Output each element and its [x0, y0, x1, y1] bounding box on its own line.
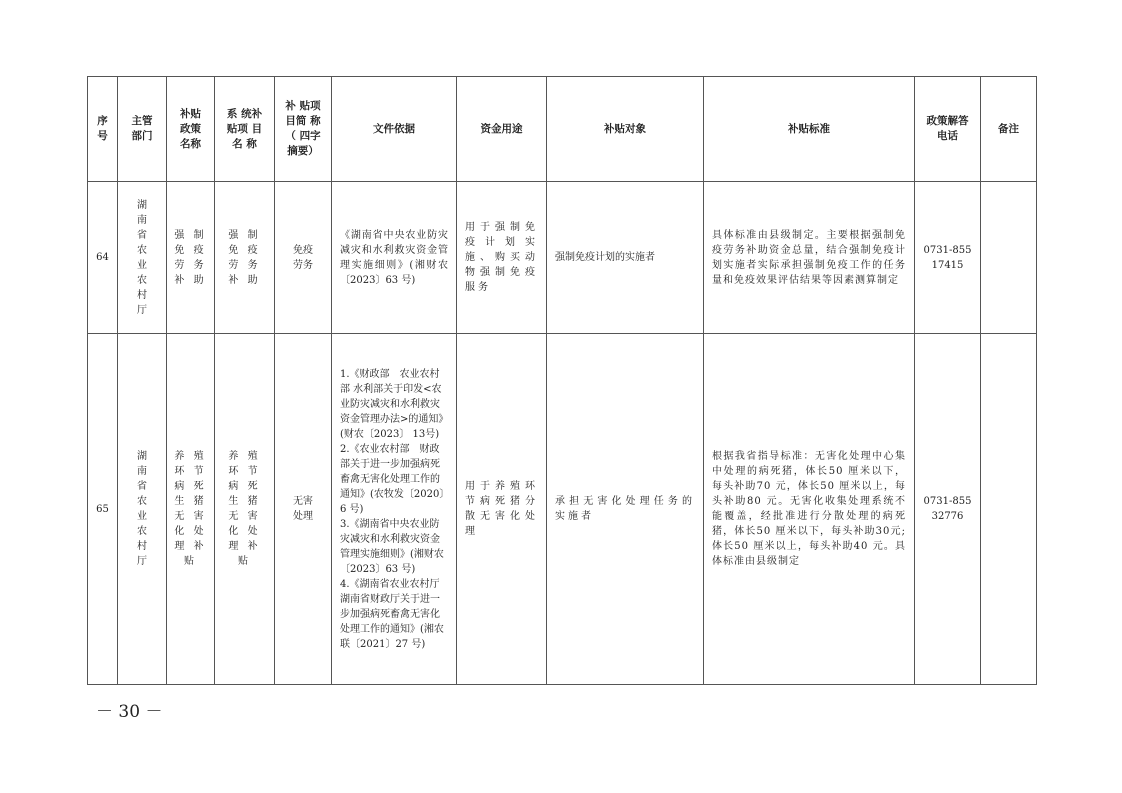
header-note: 备注 — [981, 77, 1037, 182]
table-header-row — [88, 77, 1037, 182]
cell-target: 强制免疫计划的实施者 — [547, 182, 704, 334]
cell-usage: 用于养殖环节病死猪分散无害化处理 — [457, 334, 547, 685]
cell-item-abbr: 免疫劳务 — [275, 182, 332, 334]
cell-usage: 用于强制免疫计划实施、购买动物强制免疫服务 — [457, 182, 547, 334]
cell-seq: 65 — [88, 334, 118, 685]
cell-seq: 64 — [88, 182, 118, 334]
cell-policy-name: 强 制免 疫劳 务补 助 — [167, 182, 215, 334]
cell-system-item-name: 养 殖环 节病 死生 猪无 害化 处理 补贴 — [215, 334, 275, 685]
cell-note — [981, 334, 1037, 685]
header-basis: 文件依据 — [332, 77, 457, 182]
table-row — [88, 334, 1037, 685]
cell-target: 承担无害化处理任务的实施者 — [547, 334, 704, 685]
cell-dept: 湖南省农业农村厅 — [118, 182, 167, 334]
cell-standard: 具体标准由县级制定。主要根据强制免疫劳务补助资金总量，结合强制免疫计划实施者实际承担强制免疫工作的任务量和免疫效果评估结果等因素测算制定 — [704, 182, 915, 334]
cell-note — [981, 182, 1037, 334]
header-system-item-name: 系 统补 贴项 目名 称 — [215, 77, 275, 182]
cell-system-item-name: 强 制免 疫劳 务补 助 — [215, 182, 275, 334]
table-row — [88, 182, 1037, 334]
cell-basis: 《湖南省中央农业防灾减灾和水利救灾资金管理实施细则》(湘财农〔2023〕63 号) — [332, 182, 457, 334]
cell-phone: 0731-855 32776 — [915, 334, 981, 685]
cell-basis: 1.《财政部 农业农村部 水利部关于印发<农业防灾减灾和水利救灾资金管理办法>的通知》(财农〔2023〕 13号) 2.《农业农村部 财政部关于进一步加强病死畜禽无害化处理工作的通知》(农牧发〔2020〕6 号) 3.《湖南省中央农业防灾减灾和水利救灾资金管理实施细则》(湘财农〔2023〕63 号) 4.《湖南省农业农村厅湖南省财政厅关于进一步加强病死畜禽无害化处理工作的通知》(湘农联〔2021〕27 号) — [332, 334, 457, 685]
cell-standard: 根据我省指导标准：无害化处理中心集中处理的病死猪，体长50 厘米以下，每头补助70 元，体长50 厘米以上，每头补助80 元。无害化收集处理系统不能覆盖，经批准进行分散处理的病死猪，体长50 厘米以下，每头补助30元;体长50 厘米以上，每头补助40 元。具体标准由县级制定 — [704, 334, 915, 685]
subsidy-policy-table — [87, 76, 1037, 685]
header-policy-name: 补贴政策名称 — [167, 77, 215, 182]
cell-phone: 0731-855 17415 — [915, 182, 981, 334]
cell-dept: 湖南省农业农村厅 — [118, 334, 167, 685]
header-usage: 资金用途 — [457, 77, 547, 182]
cell-item-abbr: 无害处理 — [275, 334, 332, 685]
header-seq: 序号 — [88, 77, 118, 182]
header-phone: 政策解答电话 — [915, 77, 981, 182]
header-item-abbr: 补 贴项 目简 称（ 四字 摘要） — [275, 77, 332, 182]
header-standard: 补贴标准 — [704, 77, 915, 182]
cell-policy-name: 养 殖环 节病 死生 猪无 害化 处理 补贴 — [167, 334, 215, 685]
header-dept: 主管部门 — [118, 77, 167, 182]
page-number: － 30 － — [96, 702, 163, 722]
header-target: 补贴对象 — [547, 77, 704, 182]
